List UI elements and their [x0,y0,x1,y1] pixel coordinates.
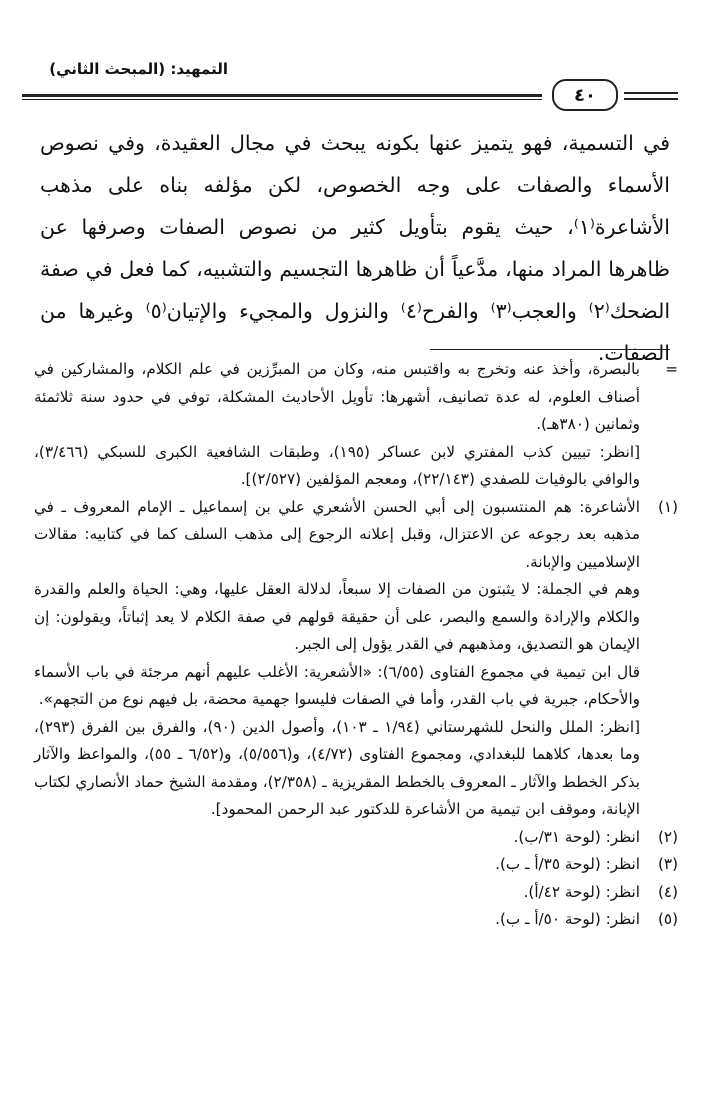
footnote [34,879,678,907]
footnote-number: (٢) [657,827,678,846]
page-number: ٤٠ [552,79,618,111]
footnote [34,851,678,879]
footnote-number: (٥) [657,910,678,928]
footnote-paragraph: قال ابن تيمية في مجموع الفتاوى (٦/٥٥): «الأشعرية: الأغلب عليهم أنهم مرجئة في باب الأسماء والأحكام، جبرية في باب القدر، وأما في الصفات فليسوا جهمية محضة، بل فيهم نوع من التجهم». [34,662,640,708]
footnote [34,494,678,824]
footnote-number: (١) [657,497,678,516]
footnotes-section [34,356,678,934]
footnote-separator [430,349,670,350]
header-rule-right-top [624,92,678,94]
footnote-number: (٣) [657,855,678,873]
header-rule-right-bottom [624,98,678,100]
header-rule-thin [22,99,542,100]
footnote-paragraph: انظر: (لوحة ٣٥/أ ـ ب). [495,855,640,873]
footnote-text [34,824,640,852]
footnote-paragraph: وهم في الجملة: لا يثبتون من الصفات إلا سبعاً، لدلالة العقل عليها، وهي: الحياة والعلم والقدرة والكلام والإرادة والسمع والبصر، على أن حقيقة قولهم في صفة الكلام لا يعد إثباتاً، ويقولون: إن الإيمان هو التصديق، ومذهبهم في القدر يؤول إلى الجبر. [34,580,640,653]
footnote-paragraph: [انظر: تبيين كذب المفتري لابن عساكر (١٩٥)، وطبقات الشافعية الكبرى للسبكي (٣/٤٦٦)، والوافي بالوفيات للصفدي (٢٢/١٤٣)، ومعجم المؤلفين (٢/٥٢٧)]. [34,442,640,488]
header-rule-thick [22,94,542,97]
main-paragraph: في التسمية، فهو يتميز عنها بكونه يبحث في مجال العقيدة، وفي نصوص الأسماء والصفات على وجه الخصوص، لكن مؤلفه بناه على مذهب الأشاعرة⁽١⁾، حيث يقوم بتأويل كثير من نصوص الصفات وصرفها عن ظاهرها المراد منها، مدَّعياً أن ظاهرها التجسيم والتشبيه، كما فعل في صفة الضحك⁽٢⁾ والعجب⁽٣⁾ والفرح⁽٤⁾ والنزول والمجيء والإتيان⁽٥⁾ وغيرها من الصفات. [40,131,671,365]
footnote-text [34,851,640,879]
footnote-text [34,879,640,907]
footnote [34,824,678,852]
footnote-paragraph: [انظر: الملل والنحل للشهرستاني (١/٩٤ ـ ١٠٣)، وأصول الدين (٩٠)، والفرق بين الفرق (٢٩٣)، وما بعدها، كلاهما للبغدادي، ومجموع الفتاوى (٤/٧٢)، و(٥/٥٥٦)، و(٦/٥٢ ـ ٥٥)، والمواعظ والآثار بذكر الخطط والآثار ـ المعروف بالخطط المقريزية ـ (٢/٣٥٨)، ومقدمة الشيخ حماد الأنصاري لكتاب الإبانة، وموقف ابن تيمية من الأشاعرة للدكتور عبد الرحمن المحمود]. [34,717,641,818]
footnote-text [34,356,640,494]
footnote-number: = [665,360,678,378]
footnote-paragraph: انظر: (لوحة ٤٢/أ). [523,882,640,901]
footnote-text [34,494,640,824]
footnote-paragraph: الأشاعرة: هم المنتسبون إلى أبي الحسن الأشعري علي بن إسماعيل ـ الإمام المعروف ـ في مذهبه بعد رجوعه عن الاعتزال، وقبل إعلانه الرجوع إلى مذهب السلف كما في كتابيه: مقالات الإسلاميين والإبانة. [34,497,640,571]
footnote-text [34,906,640,934]
footnote [34,906,678,934]
footnote-paragraph: بالبصرة، وأخذ عنه وتخرج به واقتبس منه، وكان من المبرِّزين في علم الكلام، والمشاركين في أصناف العلوم، له عدة تصانيف، أشهرها: تأويل الأحاديث المشكلة، توفي في حدود سنة ثلاثمئة وثمانين (٣٨٠هـ). [34,360,640,433]
footnote-paragraph: انظر: (لوحة ٣١/ب). [513,827,640,846]
main-text-block [40,122,670,374]
footnote [34,356,678,494]
footnote-number: (٤) [657,882,678,901]
footnote-paragraph: انظر: (لوحة ٥٠/أ ـ ب). [495,910,640,928]
running-header-title: التمهيد: (المبحث الثاني) [49,60,228,78]
